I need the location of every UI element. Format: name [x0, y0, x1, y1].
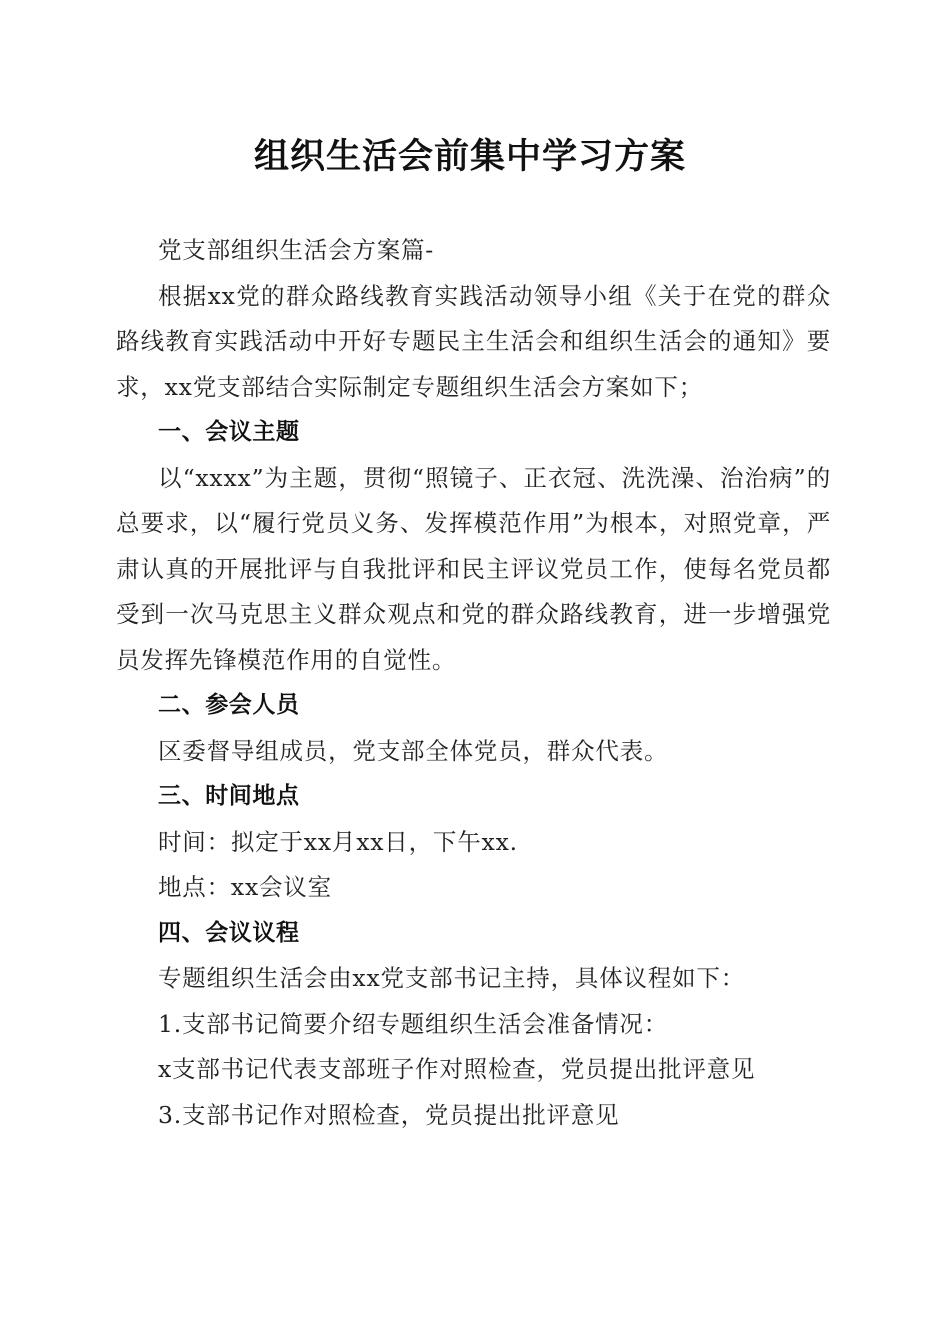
- agenda-item: 1.支部书记简要介绍专题组织生活会准备情况：: [158, 1009, 669, 1038]
- document-title: 组织生活会前集中学习方案: [253, 136, 686, 177]
- attendees-paragraph: 区委督导组成员，党支部全体党员，群众代表。: [158, 736, 669, 765]
- section-heading-meeting-theme: 一、会议主题: [158, 419, 300, 445]
- place-line: 地点：xx会议室: [158, 873, 332, 901]
- document-body: [116, 228, 831, 1138]
- section-heading-time-place: 三、时间地点: [158, 783, 300, 809]
- meeting-theme-paragraph: 以“xxxx”为主题，贯彻“照镜子、正衣冠、洗洗澡、治治病”的总要求，以“履行党员义务、发挥模范作用”为根本，对照党章，严肃认真的开展批评与自我批评和民主评议党员工作，使每名党员都受到一次马克思主义群众观点和党的群众路线教育，进一步增强党员发挥先锋模范作用的自觉性。: [116, 463, 831, 674]
- section-heading-agenda: 四、会议议程: [158, 919, 300, 946]
- time-line: 时间：拟定于xx月xx日，下午xx.: [158, 827, 518, 856]
- section-heading-attendees: 二、参会人员: [158, 692, 300, 718]
- agenda-intro: 专题组织生活会由xx党支部书记主持，具体议程如下：: [158, 964, 746, 992]
- agenda-item: 3.支部书记作对照检查，党员提出批评意见: [158, 1100, 620, 1129]
- intro-line: 党支部组织生活会方案篇-: [158, 236, 435, 264]
- agenda-item: x支部书记代表支部班子作对照检查，党员提出批评意见: [158, 1055, 756, 1083]
- preamble-paragraph: 根据xx党的群众路线教育实践活动领导小组《关于在党的群众路线教育实践活动中开好专题民主生活会和组织生活会的通知》要求，xx党支部结合实际制定专题组织生活会方案如下；: [116, 281, 831, 401]
